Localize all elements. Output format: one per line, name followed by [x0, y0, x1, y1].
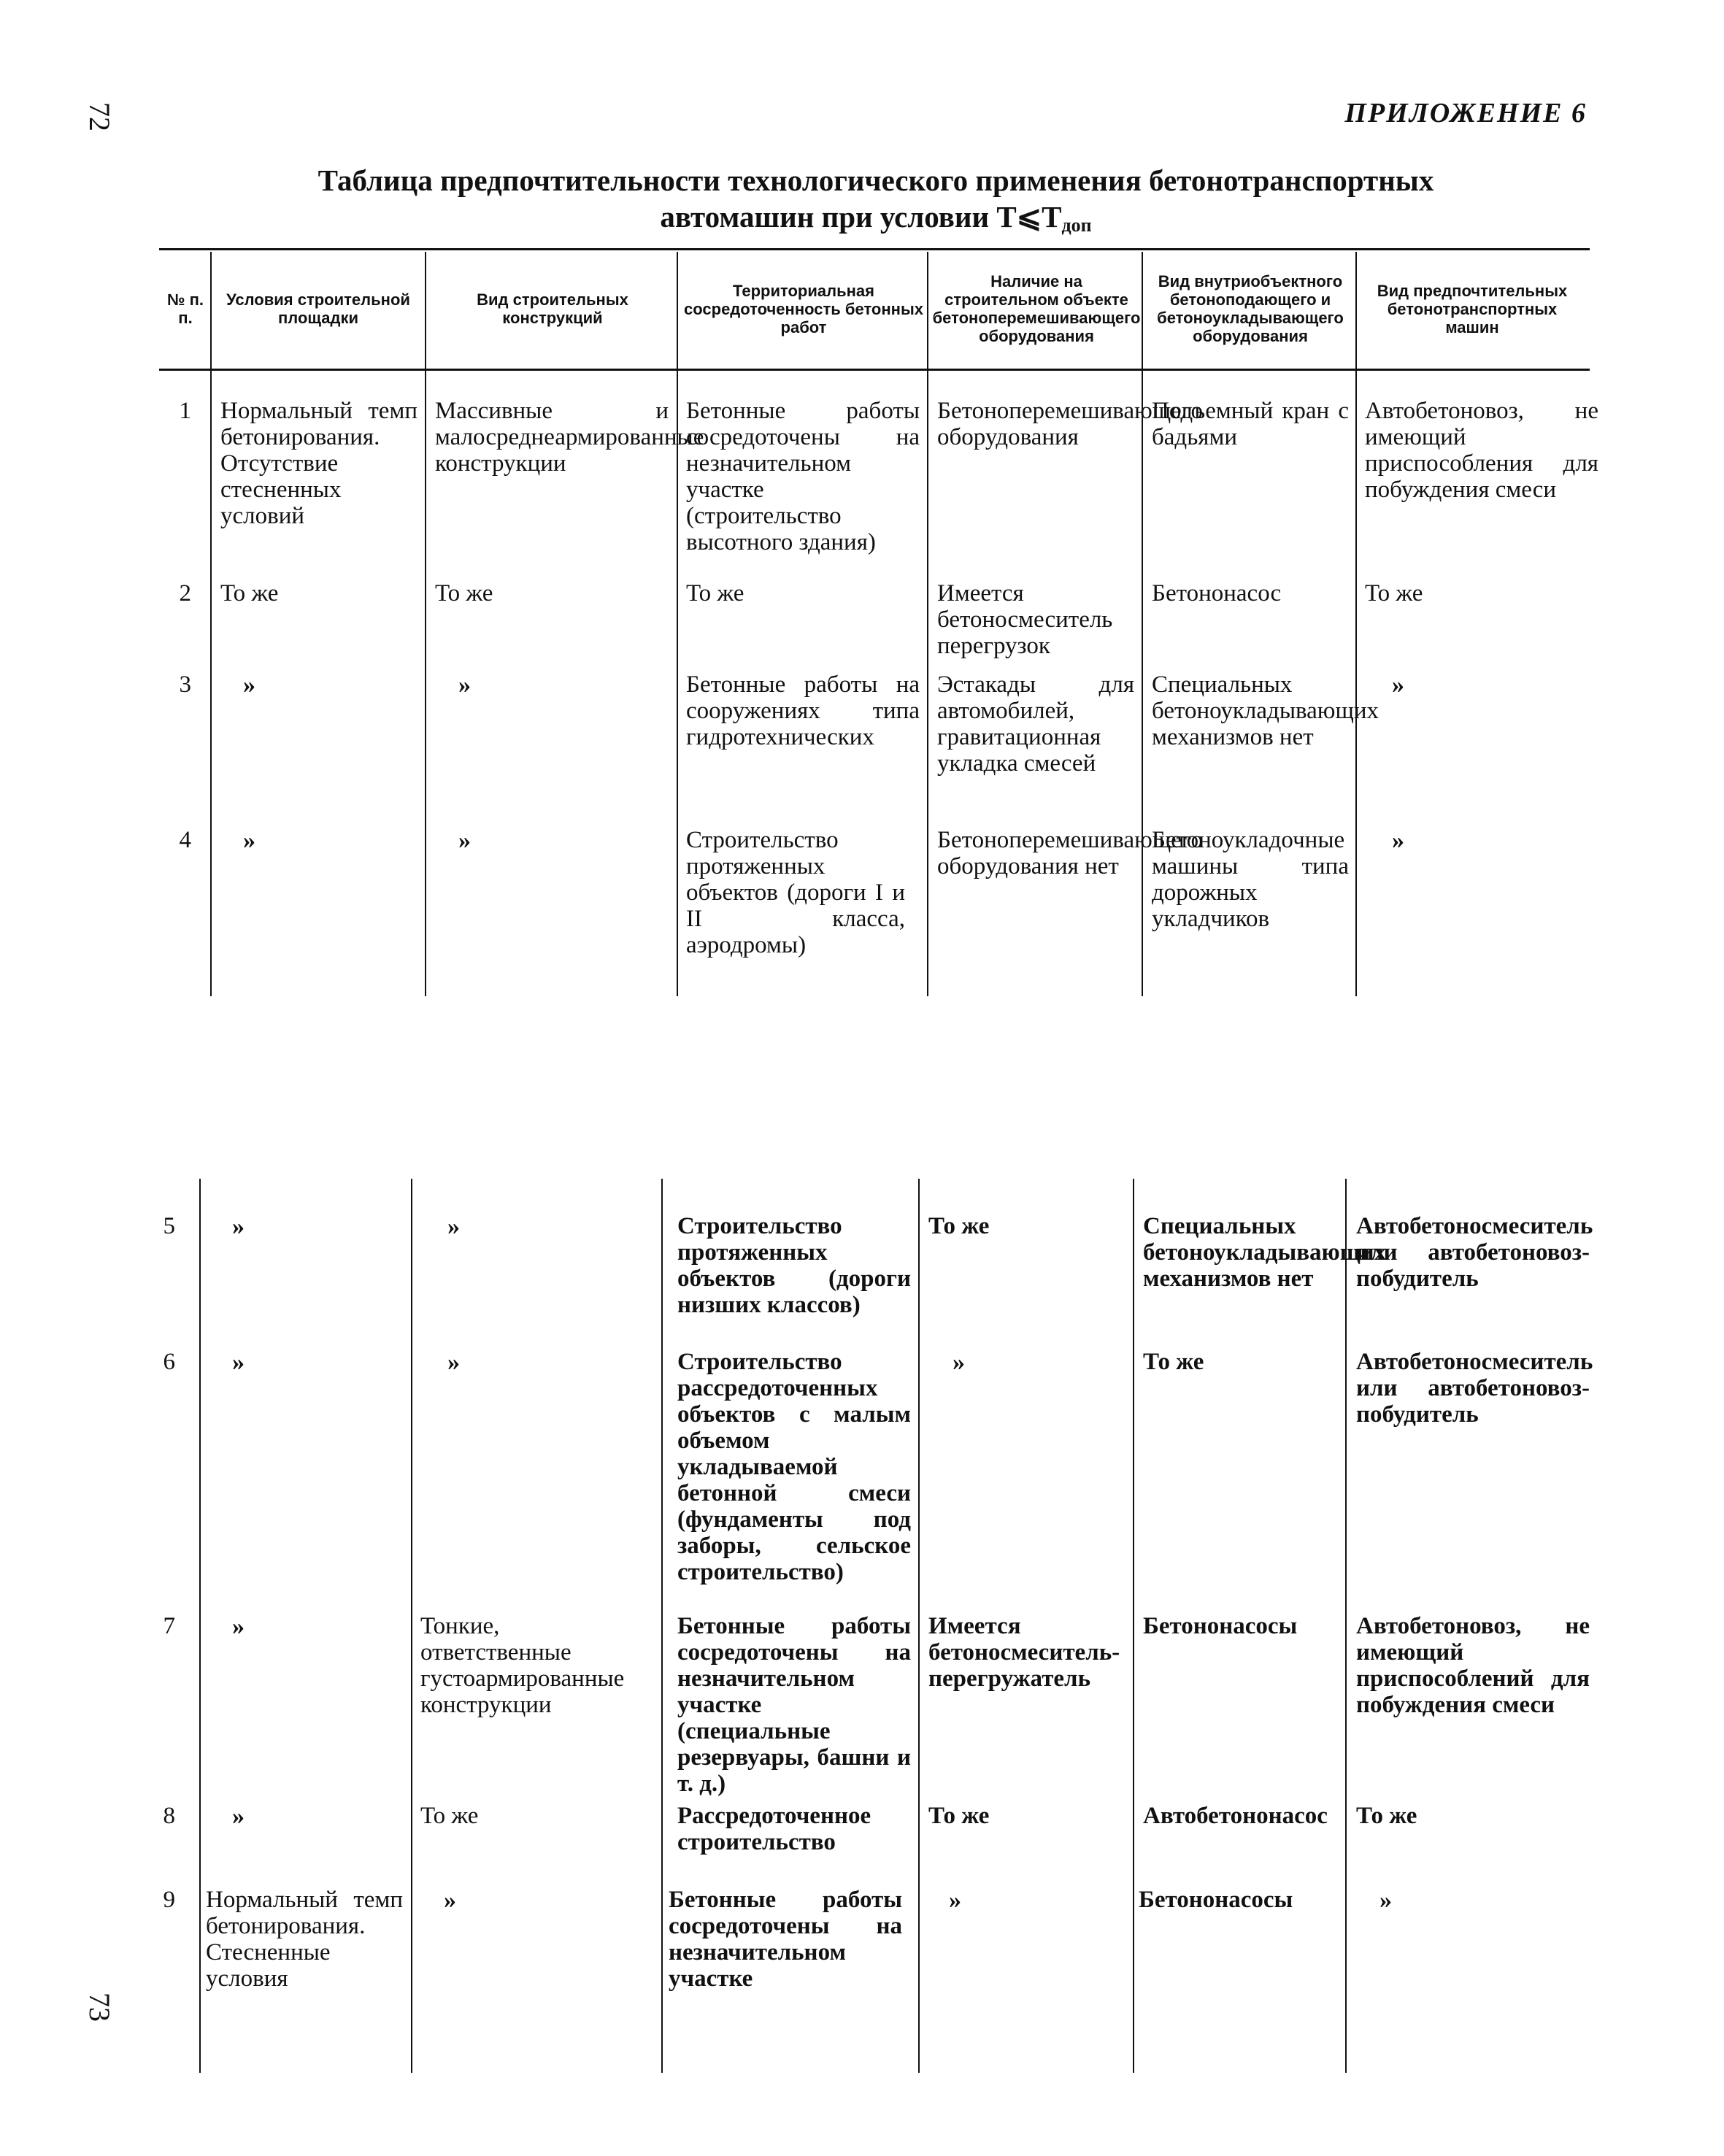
cell-mixing-equipment: Бетоноперемешивающего оборудования нет [937, 827, 1204, 879]
header-site-conditions: Условия строительной площадки [226, 290, 410, 327]
column-divider [425, 252, 426, 369]
ditto-mark: » [232, 1613, 245, 1640]
header-bottom-rule [159, 369, 1590, 371]
cell-territorial-concentration: Строительство протяженных объектов (дороги низших классов) [677, 1213, 911, 1318]
ditto-mark: » [444, 1887, 456, 1914]
appendix-label: ПРИЛОЖЕНИЕ 6 [1344, 98, 1587, 128]
cell-structure-type: Массивные и малосреднеармированные конструкции [435, 398, 704, 477]
cell-preferred-vehicles: Автобетоносмеситель или автобетоновоз-побудитель [1356, 1213, 1593, 1292]
cell-territorial-concentration: Бетонные работы сосредоточены на незначительном участке (специальные резервуары, башни и т. д.) [677, 1613, 911, 1797]
column-divider [425, 369, 426, 996]
cell-territorial-concentration: Бетонные работы сосредоточены на незначительном участке [669, 1887, 902, 1992]
cell-structure-type: Тонкие, ответственные густоармированные конструкции [420, 1613, 625, 1718]
cell-territorial-concentration: Строительство рассредоточенных объектов с малым объемом укладываемой бетонной смеси (фундаменты под заборы, сельское строительство) [677, 1349, 911, 1585]
cell-mixing-equipment: Бетоноперемешивающего оборудования [937, 398, 1204, 450]
cell-placing-equipment: Специальных бетоноукладывающих механизмов нет [1152, 671, 1379, 750]
header-preferred-vehicles: Вид предпочтительных бетонотранспортных машин [1377, 281, 1568, 336]
row-number: 8 [163, 1803, 175, 1829]
ditto-mark: » [458, 827, 471, 854]
column-divider [1133, 1179, 1134, 2073]
header-mixing-equipment: Наличие на строительном объекте бетоноперемешивающего оборудования [932, 272, 1141, 345]
ditto-mark: » [232, 1213, 245, 1240]
row-number: 2 [179, 580, 191, 607]
ditto-mark: » [458, 671, 471, 698]
cell-preferred-vehicles: То же [1365, 580, 1423, 607]
header-number: № п. п. [166, 290, 204, 327]
cell-placing-equipment: Подъемный кран с бадьями [1152, 398, 1349, 450]
column-divider [411, 1179, 412, 2073]
ditto-mark: » [232, 1803, 245, 1830]
cell-mixing-equipment: Имеется бетоносмеситель-перегружатель [928, 1613, 1120, 1692]
cell-preferred-vehicles: Автобетоновоз, не имеющий приспособлений для побуждения смеси [1356, 1613, 1590, 1718]
row-number: 4 [179, 827, 191, 853]
cell-territorial-concentration: Строительство протяженных объектов (дороги I и II класса, аэродромы) [686, 827, 905, 958]
cell-placing-equipment: Бетоноукладочные машины типа дорожных укладчиков [1152, 827, 1349, 932]
cell-territorial-concentration: Рассредоточенное строительство [677, 1803, 871, 1855]
header-top-rule [159, 248, 1590, 250]
column-divider [918, 1179, 920, 2073]
column-divider [1345, 1179, 1347, 2073]
cell-placing-equipment: Автобетононасос [1143, 1803, 1328, 1829]
cell-territorial-concentration: Бетонные работы сосредоточены на незначительном участке (строительство высотного здания) [686, 398, 920, 555]
header-placing-equipment: Вид внутриобъектного бетоноподающего и бетоноукладывающего оборудования [1157, 272, 1344, 345]
ditto-mark: » [232, 1349, 245, 1376]
cell-preferred-vehicles: Автобетоносмеситель или автобетоновоз-побудитель [1356, 1349, 1593, 1428]
cell-structure-type: То же [420, 1803, 479, 1829]
column-divider [661, 1179, 663, 2073]
title-line-1: Таблица предпочтительности технологического применения бетонотранспортных [318, 163, 1434, 197]
ditto-mark: » [243, 671, 255, 698]
row-number: 5 [163, 1213, 175, 1239]
cell-mixing-equipment: То же [928, 1213, 990, 1239]
title-line-2-main: автомашин при условии Т⩽Т [660, 200, 1062, 234]
column-divider [1142, 252, 1143, 996]
cell-placing-equipment: Бетононасосы [1143, 1613, 1298, 1639]
column-divider [927, 252, 928, 996]
column-divider [199, 1179, 201, 2073]
cell-mixing-equipment: Имеется бетоносмеситель перегрузок [937, 580, 1113, 659]
cell-site-conditions: То же [220, 580, 279, 607]
row-number: 7 [163, 1613, 175, 1639]
cell-placing-equipment: Специальных бетоноукладывающих механизмов нет [1143, 1213, 1387, 1292]
cell-site-conditions: Нормальный темп бетонирования. Стесненные условия [206, 1887, 403, 1992]
column-divider [1355, 252, 1357, 996]
header-structure-type: Вид строительных конструкций [477, 290, 628, 327]
row-number: 6 [163, 1349, 175, 1375]
page-number-top: 72 [83, 102, 116, 131]
column-divider [677, 252, 678, 996]
row-number: 9 [163, 1887, 175, 1913]
column-divider [210, 252, 212, 996]
header-territorial-concentration: Территориальная сосредоточенность бетонных работ [684, 281, 923, 336]
cell-territorial-concentration: То же [686, 580, 744, 607]
cell-mixing-equipment: Эстакады для автомобилей, гравитационная укладка смесей [937, 671, 1134, 777]
ditto-mark: » [1379, 1887, 1392, 1914]
cell-mixing-equipment: То же [928, 1803, 990, 1829]
cell-structure-type: То же [435, 580, 493, 607]
ditto-mark: » [447, 1349, 460, 1376]
row-number: 3 [179, 671, 191, 698]
ditto-mark: » [447, 1213, 460, 1240]
ditto-mark: » [243, 827, 255, 854]
ditto-mark: » [1392, 671, 1404, 698]
cell-placing-equipment: То же [1143, 1349, 1204, 1375]
title-line-2 [161, 199, 1591, 244]
ditto-mark: » [953, 1349, 965, 1376]
cell-territorial-concentration: Бетонные работы на сооружениях типа гидротехнических [686, 671, 920, 750]
ditto-mark: » [1392, 827, 1404, 854]
cell-preferred-vehicles: Автобетоновоз, не имеющий приспособления для побуждения смеси [1365, 398, 1598, 503]
cell-preferred-vehicles: То же [1356, 1803, 1417, 1829]
page-number-bottom: 73 [83, 1993, 116, 2022]
table-title [161, 162, 1591, 244]
cell-placing-equipment: Бетононасосы [1139, 1887, 1293, 1913]
cell-site-conditions: Нормальный темп бетонирования. Отсутствие стесненных условий [220, 398, 417, 529]
row-number: 1 [179, 398, 191, 424]
ditto-mark: » [949, 1887, 961, 1914]
cell-placing-equipment: Бетононасос [1152, 580, 1282, 607]
title-line-2-subscript: доп [1061, 215, 1092, 236]
